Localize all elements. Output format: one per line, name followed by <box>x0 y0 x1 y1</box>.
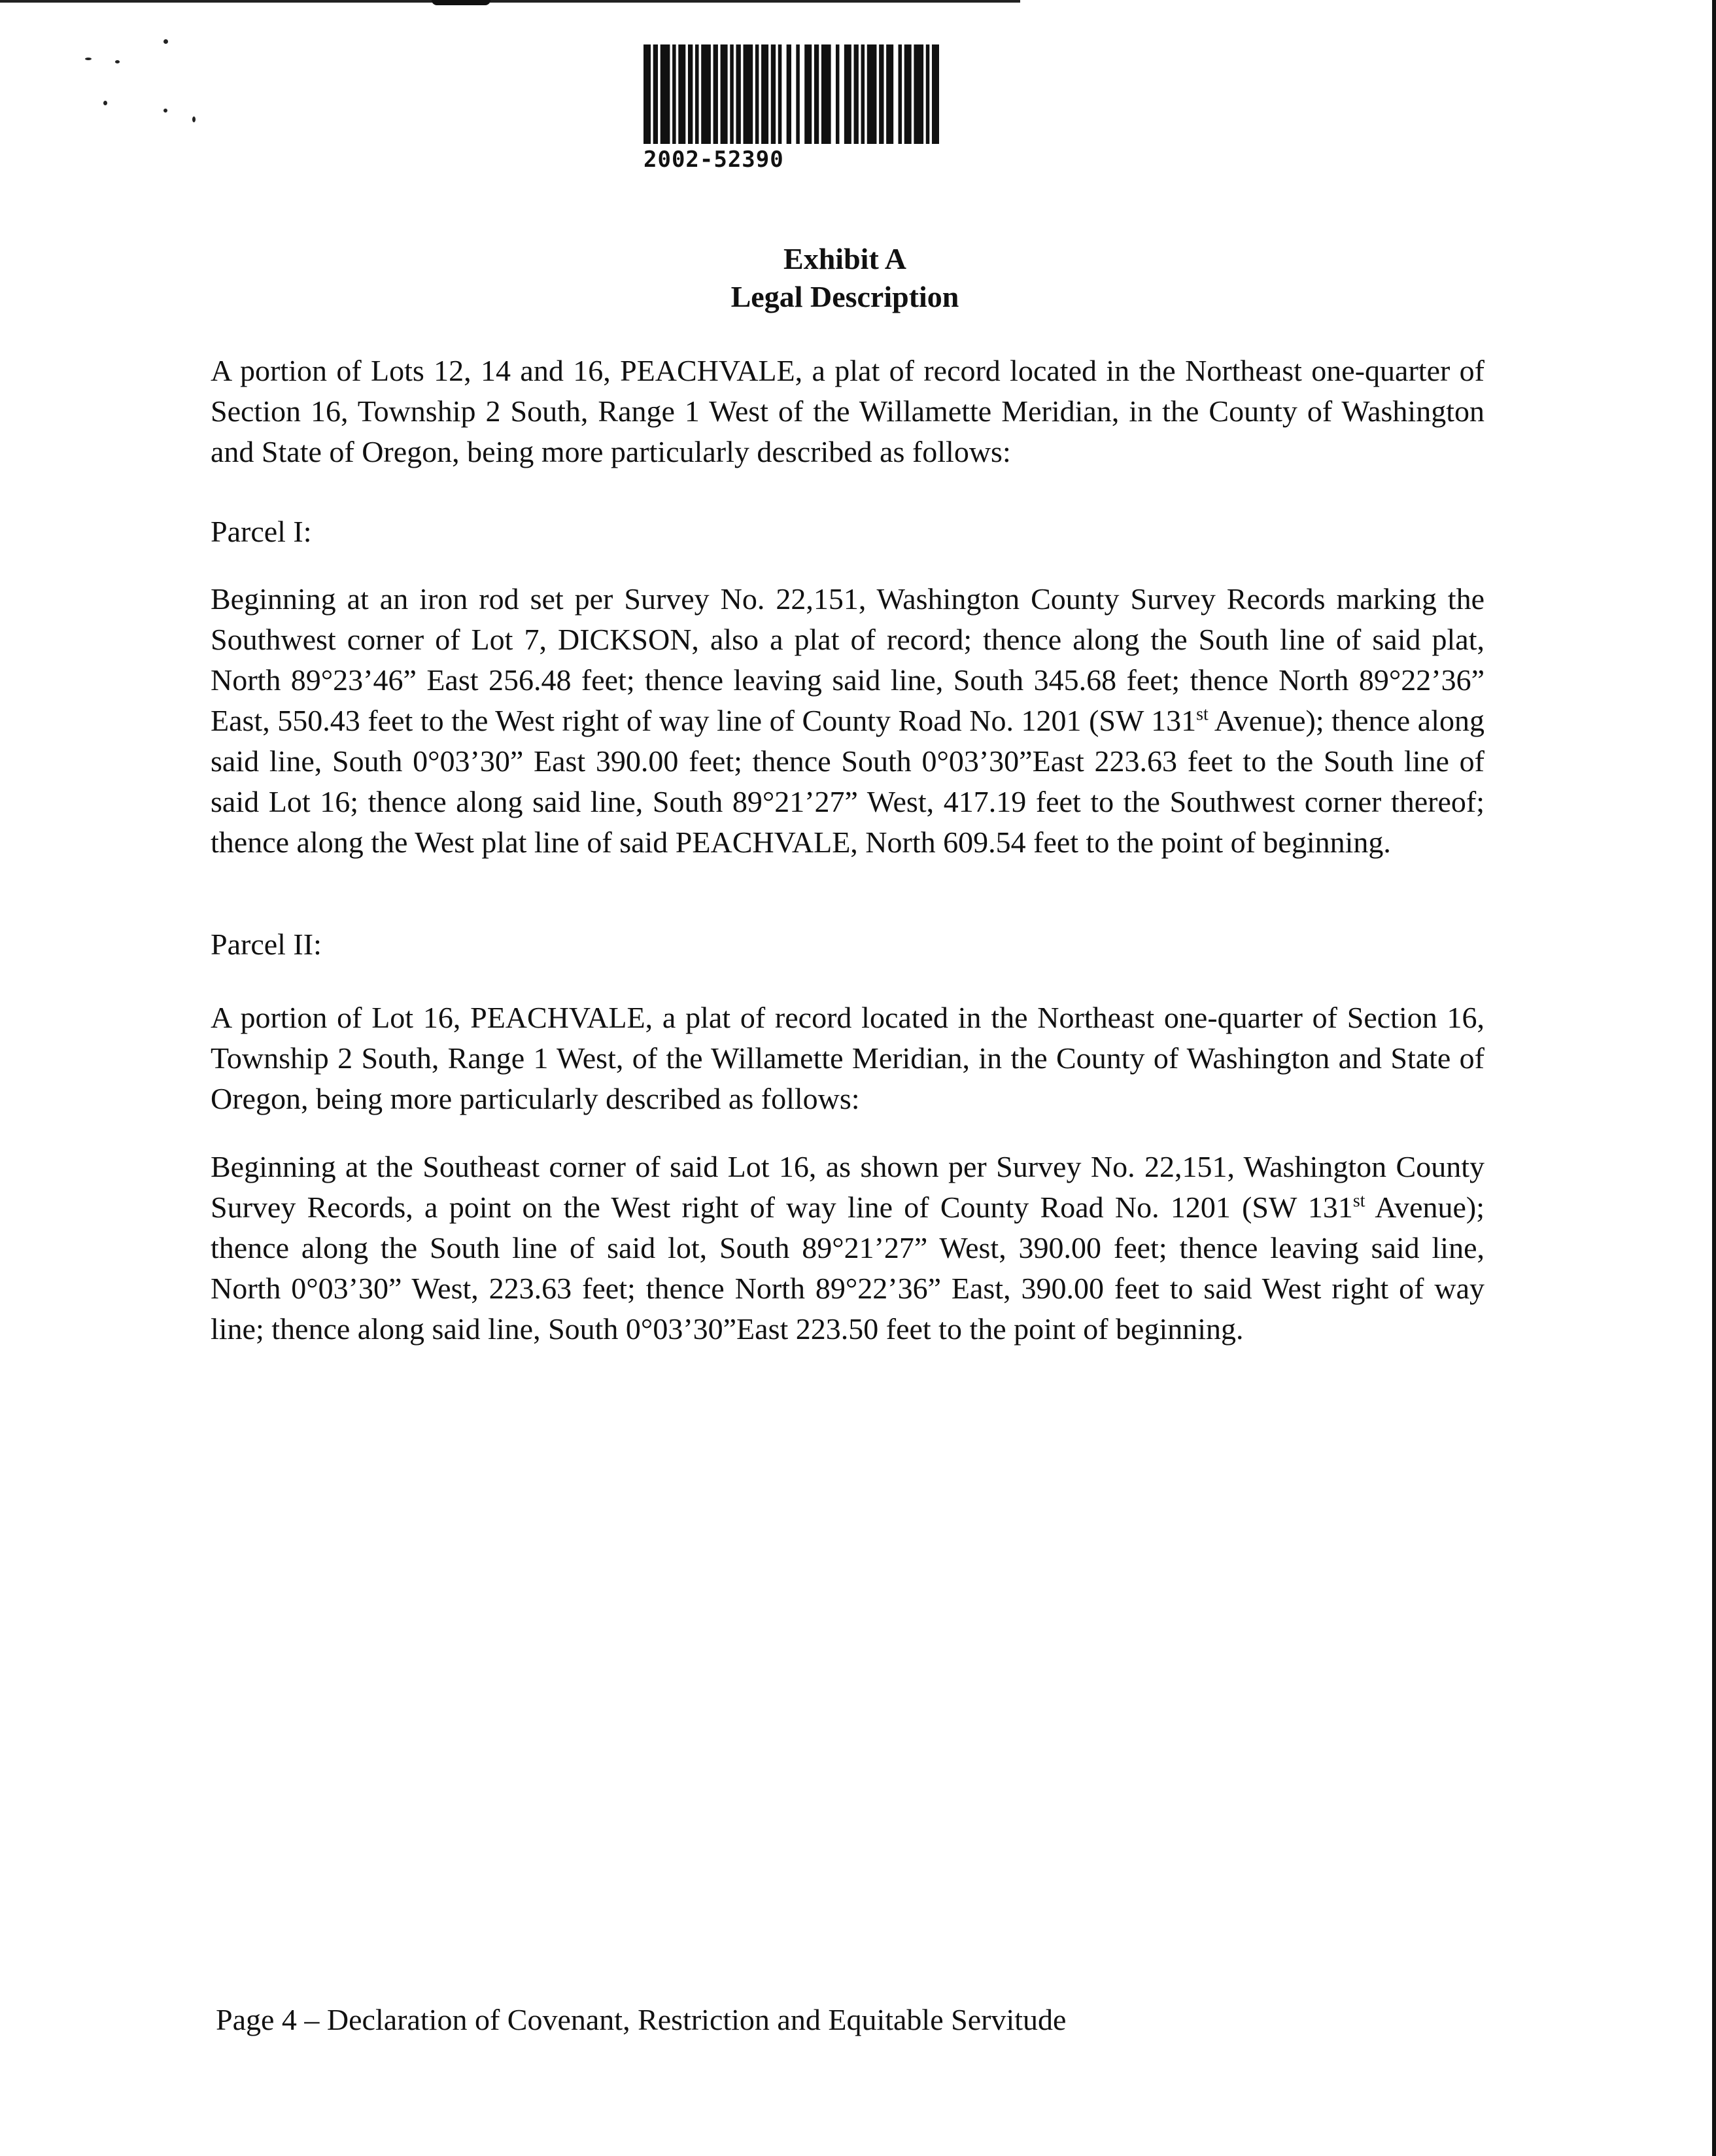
parcel-1-text-b: Avenue); thence along said line, South 0°03’30” East 390.00 feet; thence South 0°03’30”East 223.63 feet to the South line of said Lot 16; thence along said line, South 89°21’27” West, 417.19 feet to the Southwest corner thereof; thence along the West plat line of said PEACHVALE, North 609.54 feet to the point of beginning. <box>211 704 1484 859</box>
barcode-bar <box>926 44 930 144</box>
barcode-bar <box>867 44 877 144</box>
parcel-2-text-a: Beginning at the Southeast corner of said Lot 16, as shown per Survey No. 22,151, Washington County Survey Records, a point on the West right of way line of County Road No. 1201 (SW 131 <box>211 1150 1484 1224</box>
barcode-bar <box>778 44 782 144</box>
parcel-2-intro: A portion of Lot 16, PEACHVALE, a plat of record located in the Northeast one-quarter of Section 16, Township 2 South, Range 1 West, of the Willamette Meridian, in the County of Washington and State of Oregon, being more particularly described as follows: <box>211 1001 1484 1115</box>
barcode-bar <box>787 44 791 144</box>
exhibit-subtitle: Legal Description <box>730 280 959 313</box>
barcode-bar <box>672 44 676 144</box>
barcode-bar <box>721 44 728 144</box>
barcode-bar <box>904 44 912 144</box>
scan-top-edge-mark <box>432 0 490 5</box>
parcel-2-text-b: Avenue); thence along the South line of said lot, South 89°21’27” West, 390.00 feet; thence leaving said line, North 0°03’30” West, 223.63 feet; thence North 89°22’36” East, 390.00 feet to said West right of way line; thence along said line, South 0°03’30”East 223.50 feet to the point of beginning. <box>211 1191 1484 1346</box>
barcode-bar <box>879 44 884 144</box>
barcode-bar <box>899 44 902 144</box>
barcode-bar <box>661 44 670 144</box>
scan-speck <box>103 101 107 105</box>
parcel-2-ordinal-suffix: st <box>1352 1191 1365 1211</box>
scan-speck <box>85 58 92 60</box>
intro-paragraph: A portion of Lots 12, 14 and 16, PEACHVALE, a plat of record located in the Northeast one-quarter of Section 16, Township 2 South, Range 1 West of the Willamette Meridian, in the County of Washington and State of Oregon, being more particularly described as follows: <box>211 354 1484 468</box>
barcode-bar <box>814 44 819 144</box>
exhibit-title: Exhibit A <box>783 242 906 275</box>
recording-number: 2002-52390 <box>644 147 784 173</box>
parcel-1-label: Parcel I: <box>211 515 312 548</box>
barcode-bar <box>796 44 800 144</box>
barcode-bar <box>854 44 859 144</box>
barcode-bar <box>644 44 651 144</box>
barcode-bar <box>861 44 865 144</box>
scan-speck <box>192 116 196 122</box>
barcode-bar <box>695 44 699 144</box>
parcel-2-description <box>211 1147 1484 1349</box>
scan-top-edge <box>0 0 1020 3</box>
barcode-bar <box>730 44 734 144</box>
barcode-bar <box>844 44 851 144</box>
scan-right-edge <box>1712 0 1716 2156</box>
barcode-bar <box>914 44 923 144</box>
barcode-bar <box>653 44 658 144</box>
barcode-bar <box>678 44 685 144</box>
barcode <box>644 44 939 173</box>
barcode-bar <box>886 44 893 144</box>
barcode-bar <box>932 44 939 144</box>
barcode-bar <box>771 44 776 144</box>
scan-speck <box>115 60 120 63</box>
barcode-bar <box>755 44 759 144</box>
barcode-bar <box>688 44 693 144</box>
page-footer: Page 4 – Declaration of Covenant, Restriction and Equitable Servitude <box>216 2003 1067 2036</box>
parcel-1-description <box>211 579 1484 863</box>
scan-speck <box>163 109 167 113</box>
barcode-bar <box>761 44 768 144</box>
parcel-1-ordinal-suffix: st <box>1196 704 1209 725</box>
barcode-bar <box>701 44 711 144</box>
parcel-1-text-a: Beginning at an iron rod set per Survey No. 22,151, Washington County Survey Records marking the Southwest corner of Lot 7, DICKSON, also a plat of record; thence along the South line of said plat, North 89°23’46” East 256.48 feet; thence leaving said line, South 345.68 feet; thence North 89°22’36” East, 550.43 feet to the West right of way line of County Road No. 1201 (SW 131 <box>211 582 1484 737</box>
scan-speck <box>163 39 168 44</box>
barcode-bar <box>804 44 812 144</box>
barcode-bar <box>836 44 840 144</box>
barcode-bar <box>736 44 740 144</box>
barcode-bars <box>644 44 939 144</box>
barcode-bar <box>744 44 753 144</box>
barcode-bar <box>821 44 831 144</box>
barcode-bar <box>713 44 718 144</box>
parcel-2-label: Parcel II: <box>211 928 322 961</box>
